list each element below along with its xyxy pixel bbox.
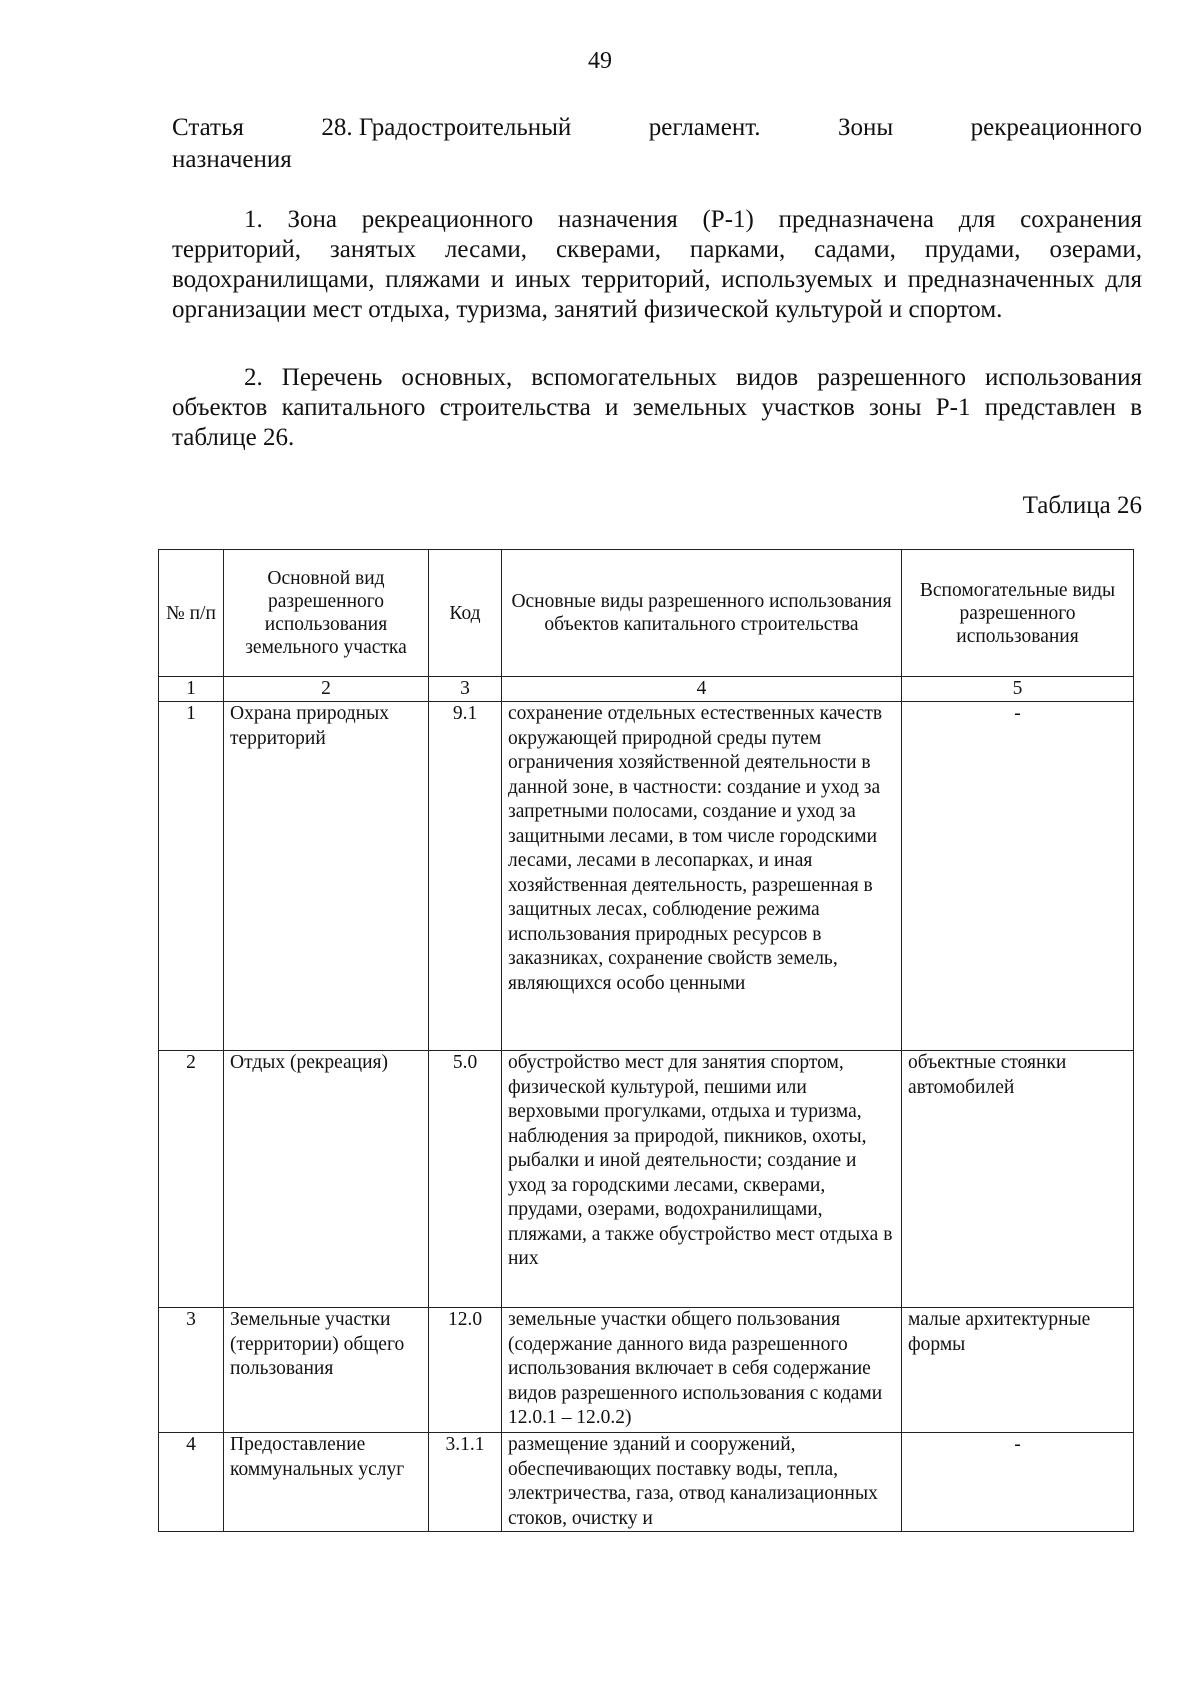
header-main-use: Основной вид разрешенного использования земельного участка bbox=[224, 550, 429, 677]
column-number: 3 bbox=[429, 677, 502, 702]
article-heading bbox=[172, 112, 1142, 176]
heading-word: 28. Градостроительный bbox=[321, 114, 572, 141]
auxiliary-use: малые архитектурные формы bbox=[902, 1308, 1134, 1433]
auxiliary-use: - bbox=[902, 702, 1134, 1051]
page-number: 49 bbox=[588, 48, 612, 74]
column-number: 5 bbox=[902, 677, 1134, 702]
row-number: 4 bbox=[159, 1433, 224, 1532]
heading-word: Зоны bbox=[837, 114, 894, 141]
heading-word: регламент. bbox=[648, 114, 761, 141]
heading-line-2: назначения bbox=[172, 146, 292, 173]
permitted-use-table bbox=[158, 549, 1134, 1532]
paragraph-zone-description: 1. Зона рекреационного назначения (Р-1) предназначена для сохранения территорий, занятых лесами, скверами, парками, садами, прудами, озерами, водохранилищами, пляжами и иных территорий, используемых и предназначенных для организации мест отдыха, туризма, занятий физической культурой и спортом. bbox=[172, 206, 1142, 323]
use-description: сохранение отдельных естественных качеств окружающей природной среды путем ограничения хозяйственной деятельности в данной зоне, в частности: создание и уход за запретными полосами, создание и уход за защитными лесами, в том числе городскими лесами, лесами в лесопарках, и иная хозяйственная деятельность, разрешенная в защитных лесах, соблюдение режима использования природных ресурсов в заказниках, сохранение свойств земель, являющихся особо ценными bbox=[502, 702, 902, 1051]
header-code: Код bbox=[429, 550, 502, 677]
row-number: 3 bbox=[159, 1308, 224, 1433]
header-capital-objects: Основные виды разрешенного использования объектов капитального строительства bbox=[502, 550, 902, 677]
column-number: 4 bbox=[502, 677, 902, 702]
table-row bbox=[159, 702, 1134, 1051]
table-row bbox=[159, 1051, 1134, 1308]
header-number: № п/п bbox=[159, 550, 224, 677]
table-row bbox=[159, 1308, 1134, 1433]
use-description: размещение зданий и сооружений, обеспечивающих поставку воды, тепла, электричества, газа, отвод канализационных стоков, очистку и bbox=[502, 1433, 902, 1532]
use-code: 9.1 bbox=[429, 702, 502, 1051]
column-number: 2 bbox=[224, 677, 429, 702]
column-number-row bbox=[159, 677, 1134, 702]
main-use: Земельные участки (территории) общего пользования bbox=[224, 1308, 429, 1433]
table-caption: Таблица 26 bbox=[1022, 492, 1142, 519]
heading-word: рекреационного bbox=[970, 114, 1142, 141]
main-use: Охрана природных территорий bbox=[224, 702, 429, 1051]
heading-word: Статья bbox=[172, 114, 244, 141]
table-row bbox=[159, 1433, 1134, 1532]
use-description: обустройство мест для занятия спортом, физической культурой, пешими или верховыми прогулками, отдыха и туризма, наблюдения за природой, пикников, охоты, рыбалки и иной деятельности; создание и уход за городскими лесами, скверами, прудами, озерами, водохранилищами, пляжами, а также обустройство мест отдыха в них bbox=[502, 1051, 902, 1308]
main-use: Отдых (рекреация) bbox=[224, 1051, 429, 1308]
table-header-row bbox=[159, 550, 1134, 677]
header-auxiliary: Вспомогательные виды разрешенного использования bbox=[902, 550, 1134, 677]
use-description: земельные участки общего пользования (содержание данного вида разрешенного использования включает в себя содержание видов разрешенного использования с кодами 12.0.1 – 12.0.2) bbox=[502, 1308, 902, 1433]
use-code: 3.1.1 bbox=[429, 1433, 502, 1532]
auxiliary-use: объектные стоянки автомобилей bbox=[902, 1051, 1134, 1308]
main-use: Предоставление коммунальных услуг bbox=[224, 1433, 429, 1532]
use-code: 5.0 bbox=[429, 1051, 502, 1308]
paragraph-table-reference: 2. Перечень основных, вспомогательных видов разрешенного использования объектов капитального строительства и земельных участков зоны Р-1 представлен в таблице 26. bbox=[172, 364, 1142, 451]
row-number: 1 bbox=[159, 702, 224, 1051]
row-number: 2 bbox=[159, 1051, 224, 1308]
column-number: 1 bbox=[159, 677, 224, 702]
auxiliary-use: - bbox=[902, 1433, 1134, 1532]
use-code: 12.0 bbox=[429, 1308, 502, 1433]
